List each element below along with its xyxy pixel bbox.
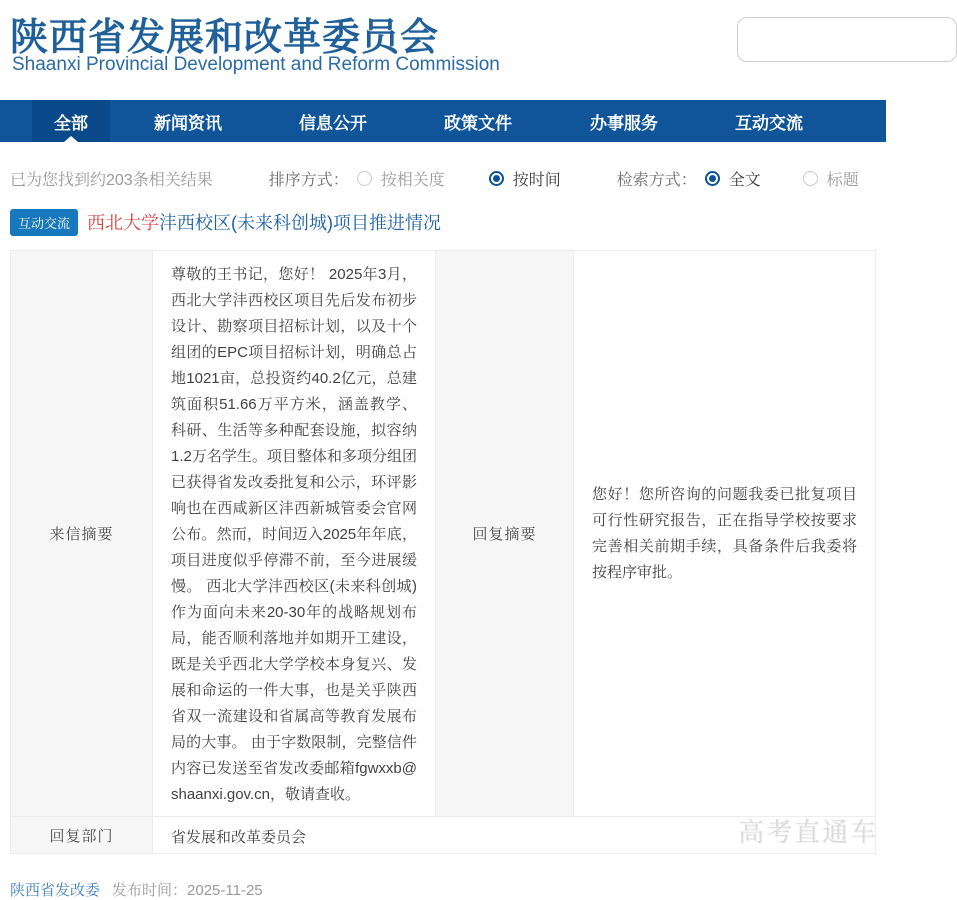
site-subtitle-en: Shaanxi Provincial Development and Reform Commission [12,54,500,75]
result-footer [10,879,876,900]
sort-label: 排序方式： [268,171,349,189]
search-input[interactable] [737,17,957,62]
radio-selected-icon[interactable] [489,171,504,186]
letter-summary-cell [153,251,436,817]
result-title-highlight: 西北大学 [87,213,160,233]
result-count: 已为您找到约203条相关结果 [10,171,213,189]
main-nav [0,100,886,142]
site-title: 陕西省发展和改革委员会 [10,17,440,59]
sort-option-relevance[interactable] [357,167,445,190]
tab-all[interactable] [32,100,110,142]
site-header [0,0,886,100]
radio-unselected-icon[interactable] [803,171,818,186]
mode-option-fulltext[interactable] [705,167,761,190]
tab-info-disclosure-label: 信息公开 [299,113,367,133]
tab-interaction[interactable] [729,100,809,142]
letter-summary-label: 来信摘要 [11,251,153,817]
tab-policy-documents[interactable] [438,100,518,142]
search-result-item [10,207,876,237]
reply-department-label: 回复部门 [11,817,153,854]
reply-summary-cell [574,251,876,817]
tab-news-label: 新闻资讯 [154,113,222,133]
letter-summary-text: 尊敬的王书记，您好！ 2025年3月，西北大学沣西校区项目先后发布初步设计、勘察项目招标计划，以及十个组团的EPC项目招标计划，明确总占地1021亩，总投资约40.2亿元，总建筑面积51.66万平方米，涵盖教学、科研、生活等多种配套设施，拟容纳1.2万名学生。项目整体和多项分组团已获得省发改委批复和公示，环评影响也在西咸新区沣西新城管委会官网公布。然而，时间迈入2025年年底，项目进度似乎停滞不前，至今进展缓慢。 西北大学沣西校区(未来科创城)作为面向未来20-30年的战略规划布局，能否顺利落地并如期开工建设，既是关乎西北大学学校本身复兴、发展和命运的一件大事，也是关乎陕西省双一流建设和省属高等教育发展布局的大事。 由于字数限制，完整信件内容已发送至省发改委邮箱fgwxxb@shaanxi.gov.cn，敬请查收。 [171,266,417,803]
radio-unselected-icon[interactable] [357,171,372,186]
sort-option-relevance-label: 按相关度 [380,171,445,189]
sort-option-time-label: 按时间 [512,171,561,189]
source-link[interactable]: 陕西省发改委 [10,882,101,899]
tab-all-label: 全部 [54,113,88,133]
tab-info-disclosure[interactable] [293,100,373,142]
mode-option-title-label: 标题 [826,171,859,189]
active-tab-caret-icon [64,136,78,142]
result-title-rest: 沣西校区(未来科创城)项目推进情况 [159,213,442,233]
sort-option-time[interactable] [489,167,561,190]
mode-option-fulltext-label: 全文 [728,171,761,189]
radio-selected-icon[interactable] [705,171,720,186]
reply-summary-label: 回复摘要 [436,251,574,817]
publish-time: 发布时间：2025-11-25 [112,882,263,899]
tab-policy-documents-label: 政策文件 [444,113,512,133]
reply-department-value: 省发展和改革委员会 [153,817,876,854]
tab-services-label: 办事服务 [590,113,658,133]
letter-detail-table [10,250,876,854]
category-badge: 互动交流 [10,209,78,236]
mode-label: 检索方式： [616,171,697,189]
tab-interaction-label: 互动交流 [735,113,803,133]
reply-summary-text: 您好！您所咨询的问题我委已批复项目可行性研究报告，正在指导学校按要求完善相关前期手续，具备条件后我委将按程序审批。 [592,485,857,581]
tab-services[interactable] [584,100,664,142]
watermark-text: 高考直通车 [737,817,878,847]
tab-news[interactable] [148,100,228,142]
result-title-link[interactable] [87,209,441,235]
filter-row [10,163,876,193]
mode-option-title[interactable] [803,167,859,190]
